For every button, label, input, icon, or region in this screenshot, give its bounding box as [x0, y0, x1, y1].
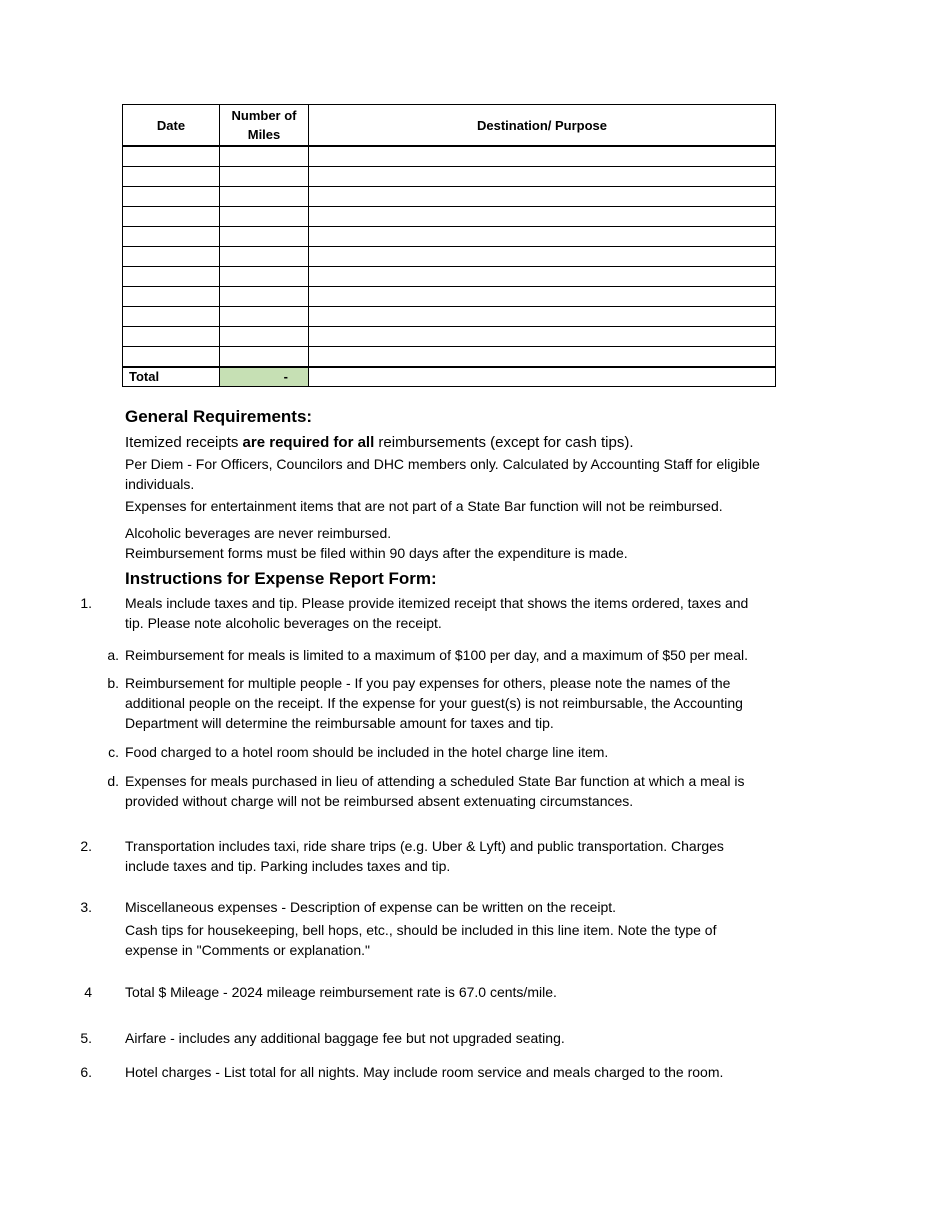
date-header: Date [123, 105, 220, 147]
mileage-destination-cell[interactable] [309, 287, 776, 307]
mileage-miles-cell[interactable] [220, 307, 309, 327]
mileage-destination-cell[interactable] [309, 146, 776, 167]
mileage-destination-cell[interactable] [309, 227, 776, 247]
instruction-item: Food charged to a hotel room should be included in the hotel charge line item. [125, 744, 609, 760]
mileage-date-cell[interactable] [123, 207, 220, 227]
mileage-miles-cell[interactable] [220, 227, 309, 247]
mileage-date-cell[interactable] [123, 307, 220, 327]
mileage-date-cell[interactable] [123, 146, 220, 167]
mileage-entry-row [123, 327, 776, 347]
instruction-item: Reimbursement for meals is limited to a maximum of $100 per day, and a maximum of $50 per meal. [125, 647, 748, 663]
item-number: 6. [80, 1064, 92, 1080]
item-number: 2. [80, 838, 92, 854]
mileage-date-cell[interactable] [123, 247, 220, 267]
general-requirements-heading: General Requirements: [125, 407, 313, 426]
per-diem-rule: Per Diem - For Officers, Councilors and DHC members only. Calculated by Accounting Staff for eligible individuals. [125, 456, 760, 492]
mileage-destination-cell[interactable] [309, 267, 776, 287]
mileage-destination-cell[interactable] [309, 247, 776, 267]
receipts-bold: are required for all [242, 434, 375, 451]
instruction-item: Meals include taxes and tip. Please provide itemized receipt that shows the items ordered, taxes and tip. Please note alcoholic beverages on the receipt. [125, 595, 749, 631]
mileage-entry-row [123, 187, 776, 207]
item-number: 5. [80, 1030, 92, 1046]
mileage-entry-row [123, 347, 776, 368]
item-number: d. [107, 773, 119, 789]
mileage-header-row [123, 105, 776, 147]
mileage-date-cell[interactable] [123, 267, 220, 287]
mileage-miles-cell[interactable] [220, 167, 309, 187]
deadline-rule: Reimbursement forms must be filed within 90 days after the expenditure is made. [125, 545, 628, 561]
mileage-date-cell[interactable] [123, 327, 220, 347]
receipts-requirement [125, 433, 765, 453]
mileage-destination-cell[interactable] [309, 187, 776, 207]
instruction-item: Expenses for meals purchased in lieu of attending a scheduled State Bar function at which a meal is provided without charge will not be reimbursed absent extenuating circumstances. [125, 773, 745, 809]
mileage-destination-cell[interactable] [309, 307, 776, 327]
alcohol-rule: Alcoholic beverages are never reimbursed. [125, 525, 392, 541]
mileage-miles-cell[interactable] [220, 207, 309, 227]
instructions-heading: Instructions for Expense Report Form: [125, 569, 437, 588]
total-label: Total [123, 367, 220, 387]
entertainment-rule: Expenses for entertainment items that are not part of a State Bar function will not be reimbursed. [125, 498, 723, 514]
mileage-miles-cell[interactable] [220, 187, 309, 207]
receipts-pre: Itemized receipts [125, 434, 243, 451]
mileage-entry-row [123, 227, 776, 247]
mileage-entry-row [123, 207, 776, 227]
mileage-rows [123, 146, 776, 387]
instruction-item: Reimbursement for multiple people - If you pay expenses for others, please note the names of the additional people on the receipt. If the expense for your guest(s) is not reimbursable, the Accounting Department will determine the reimbursable amount for taxes and tip. [125, 675, 743, 731]
mileage-miles-cell[interactable] [220, 327, 309, 347]
mileage-destination-cell[interactable] [309, 167, 776, 187]
mileage-date-cell[interactable] [123, 187, 220, 207]
mileage-date-cell[interactable] [123, 347, 220, 368]
mileage-date-cell[interactable] [123, 167, 220, 187]
item-number: 1. [80, 595, 92, 611]
total-row [123, 367, 776, 387]
destination-header: Destination/ Purpose [309, 105, 776, 147]
item-number: 4 [84, 984, 92, 1000]
mileage-entry-row [123, 307, 776, 327]
mileage-destination-cell[interactable] [309, 207, 776, 227]
mileage-entry-row [123, 167, 776, 187]
mileage-miles-cell[interactable] [220, 247, 309, 267]
mileage-date-cell[interactable] [123, 287, 220, 307]
mileage-miles-cell[interactable] [220, 146, 309, 167]
mileage-entry-row [123, 267, 776, 287]
mileage-miles-cell[interactable] [220, 267, 309, 287]
total-miles-value: - [220, 367, 309, 387]
item-number: 3. [80, 899, 92, 915]
mileage-date-cell[interactable] [123, 227, 220, 247]
mileage-miles-cell[interactable] [220, 287, 309, 307]
mileage-destination-cell[interactable] [309, 327, 776, 347]
instruction-item: Hotel charges - List total for all nights. May include room service and meals charged to the room. [125, 1064, 724, 1080]
miles-header: Number of Miles [220, 105, 309, 147]
item-number: c. [108, 744, 119, 760]
total-destination-cell [309, 367, 776, 387]
instruction-item: Miscellaneous expenses - Description of expense can be written on the receipt. [125, 899, 617, 915]
mileage-miles-cell[interactable] [220, 347, 309, 368]
mileage-table [122, 104, 776, 387]
mileage-destination-cell[interactable] [309, 347, 776, 368]
item-number: b. [107, 675, 119, 691]
receipts-post: reimbursements (except for cash tips). [374, 434, 634, 451]
mileage-entry-row [123, 146, 776, 167]
instruction-item: Total $ Mileage - 2024 mileage reimbursement rate is 67.0 cents/mile. [125, 984, 557, 1000]
instruction-item: Cash tips for housekeeping, bell hops, etc., should be included in this line item. Note the type of expense in "Comments or explanation." [125, 922, 717, 958]
instruction-item: Transportation includes taxi, ride share trips (e.g. Uber & Lyft) and public transportation. Charges include taxes and tip. Parking includes taxes and tip. [125, 838, 724, 874]
instruction-item: Airfare - includes any additional baggage fee but not upgraded seating. [125, 1030, 565, 1046]
mileage-entry-row [123, 287, 776, 307]
item-number: a. [107, 647, 119, 663]
mileage-entry-row [123, 247, 776, 267]
